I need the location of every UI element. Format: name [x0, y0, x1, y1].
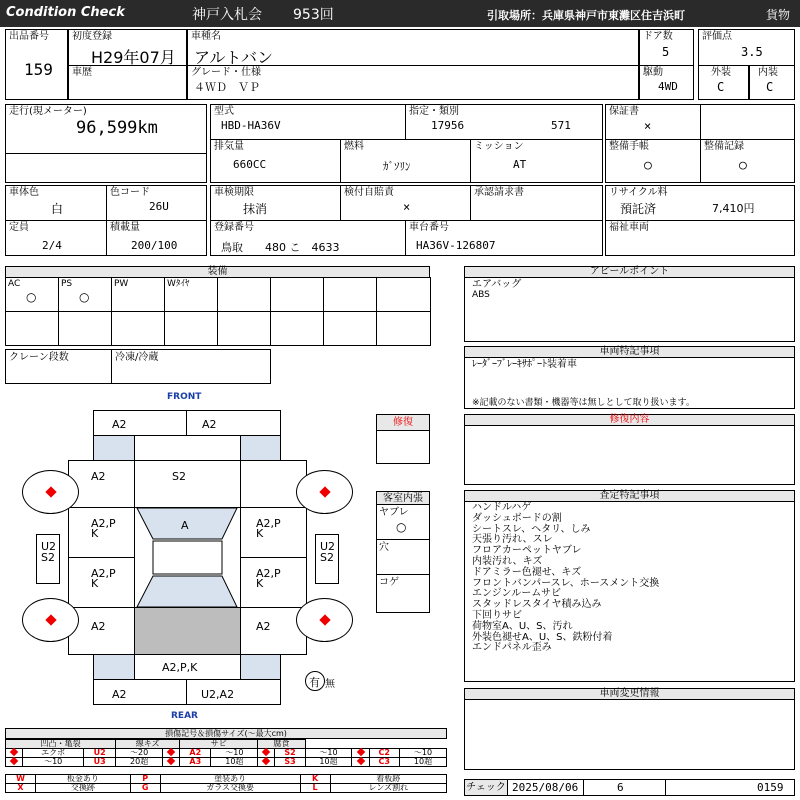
legend-diamond-icon [258, 758, 275, 767]
warranty-cell [605, 104, 701, 140]
spec-label: 指定・類別 [409, 106, 459, 117]
registration-cell [210, 220, 406, 256]
history-cell [68, 65, 187, 100]
interior-cell [749, 65, 795, 100]
interior-burn-label: コゲ [379, 577, 399, 588]
equipment-cell [58, 311, 112, 346]
interior-label: 内装 [758, 67, 778, 78]
legend-code: P [130, 775, 160, 784]
pickup-location: 引取場所：兵庫県神戸市東灘区住吉浜町 [487, 9, 685, 22]
assessment-box [464, 501, 795, 682]
first-registration-label: 初度登録 [72, 31, 112, 42]
lot-number-cell [5, 29, 68, 100]
equipment-cell [111, 311, 165, 346]
equipment-cell [5, 311, 59, 346]
interior-box [376, 491, 430, 613]
assessment-line: 下回りサビ [472, 609, 522, 621]
record-label: 整備記録 [704, 141, 744, 152]
check-code: 0159 [757, 781, 784, 794]
appeal-line: エアバッグ [472, 279, 522, 290]
equipment-label: Wﾀｲﾔ [167, 279, 190, 289]
interior-hole-label: 穴 [379, 542, 389, 553]
drive-cell [639, 65, 694, 100]
rear-panel: A2,P,K [134, 654, 241, 680]
legend-meaning: 着板跡 [330, 775, 446, 784]
equipment-cell [164, 311, 218, 346]
recycle-cell [605, 185, 795, 221]
assessment-line: エンジンルームサビ [472, 588, 562, 600]
equipment-cell [323, 277, 377, 312]
score: 3.5 [741, 45, 763, 59]
score-label: 評価点 [702, 31, 732, 42]
record-cell [700, 139, 795, 183]
chassis-number: HA36V-126807 [416, 239, 496, 252]
registration-number: 鳥取 480 こ 4633 [221, 241, 340, 254]
assessment-line: ドアミラー色褪せ、キズ [472, 566, 582, 578]
side-step-left: U2 S2 [36, 534, 60, 584]
load-label: 積載量 [110, 222, 140, 233]
repair-box [464, 425, 795, 485]
warranty-extra-cell [700, 104, 795, 140]
displacement-cell [210, 139, 341, 183]
footer-bar [464, 779, 795, 796]
equipment-cell [270, 311, 324, 346]
auction-count: 953回 [293, 7, 334, 23]
capacity: 2/4 [42, 239, 62, 252]
car-name: アルトバン [194, 48, 274, 67]
hood: S2 [134, 460, 241, 508]
legend-cell: U3 [84, 758, 116, 767]
recycle-status: 預託済 [620, 202, 657, 216]
assessment-line: シートスレ、ヘタリ、しみ [472, 523, 591, 535]
history-label: 車歴 [72, 67, 92, 78]
first-registration: H29年07月 [91, 48, 176, 67]
front-bumper-left: A2 [93, 410, 187, 436]
manual: ○ [644, 158, 652, 173]
legend-cell: 〜10 [399, 749, 446, 758]
crane-cell [5, 349, 112, 384]
legend-cell: 〜10 [211, 749, 258, 758]
insurance: × [403, 200, 411, 214]
fuel: ｶﾞｿﾘﾝ [383, 160, 411, 173]
legend-cell: 〜10 [23, 758, 84, 767]
grade: ４ＷＤ ＶＰ [194, 81, 260, 94]
fender-left: A2 [68, 460, 135, 508]
legend-code: L [300, 784, 330, 793]
grille [134, 435, 241, 461]
score-cell [698, 29, 795, 66]
interior-tear-mark: ○ [396, 520, 407, 534]
assessment-title: 査定特記事項 [464, 490, 795, 502]
tire-front-right-icon [296, 470, 353, 514]
equipment-label: PS [61, 279, 73, 289]
change-box [464, 699, 795, 770]
capacity-label: 定員 [9, 222, 29, 233]
body-color-label: 車体色 [9, 187, 39, 198]
interior-title: 客室内張 [377, 492, 429, 505]
front-bumper-right: A2 [186, 410, 281, 436]
equipment-label: PW [114, 279, 129, 289]
warranty: × [644, 119, 652, 133]
fuel-label: 燃料 [344, 141, 364, 152]
registration-label: 登録番号 [214, 222, 254, 233]
assessment-line: 天張り汚れ、スレ [472, 534, 553, 546]
chassis-label: 車台番号 [409, 222, 449, 233]
equipment-mark: ○ [26, 290, 37, 304]
car-name-label: 車種名 [191, 31, 221, 42]
car-name-cell [187, 29, 639, 66]
spec-cell [405, 104, 603, 140]
mileage-cell [5, 104, 207, 154]
drive-label: 駆動 [643, 67, 663, 78]
equipment-cell [111, 277, 165, 312]
check-date: 2025/08/06 [512, 781, 579, 794]
model: HBD-HA36V [221, 119, 281, 132]
repair-small-title: 修復 [377, 415, 429, 431]
interior-tear-label: ヤブレ [379, 507, 409, 518]
equipment-cell [376, 311, 431, 346]
door-front-left: A2,P K [68, 507, 135, 558]
legend-cell: C3 [369, 758, 399, 767]
assessment-line: エンドパネル歪み [472, 642, 552, 654]
repair-title: 修復内容 [464, 414, 795, 426]
approval-label: 承認請求書 [474, 187, 524, 198]
legend-meaning: レンズ割れ [330, 784, 446, 793]
legend-code: K [300, 775, 330, 784]
door-front-right: A2,P K [240, 507, 307, 558]
legend-meaning: 交換跡 [36, 784, 131, 793]
vehicle-category: 貨物 [766, 8, 791, 22]
assessment-line: ダッシュボードの割 [472, 512, 562, 524]
smoke-no: 無 [325, 679, 335, 690]
equipment-cell [217, 277, 271, 312]
assessment-line: スタッドレスタイヤ積み込み [472, 599, 602, 611]
check-num: 6 [617, 781, 624, 794]
windshield-mark: A [181, 519, 189, 532]
recycle-label: リサイクル料 [609, 187, 668, 198]
mileage-label: 走行(現メーター) [9, 106, 87, 117]
assessment-line: 内装汚れ、キズ [472, 555, 543, 567]
special-title: 車両特記事項 [464, 346, 795, 358]
legend-group: 線キズ [116, 740, 180, 749]
displacement: 660CC [233, 158, 267, 171]
legend-code: G [130, 784, 160, 793]
legend-meaning: ガラス交換要 [160, 784, 300, 793]
special-box [464, 357, 795, 409]
freezer-cell [111, 349, 271, 384]
spec-class: 571 [551, 119, 571, 132]
doors-label: ドア数 [643, 31, 673, 42]
repair-small-box [376, 414, 430, 464]
welfare-cell [605, 220, 795, 256]
insurance-cell [340, 185, 471, 221]
lot-number-label: 出品番号 [9, 31, 49, 42]
legend-cell: S2 [275, 749, 305, 758]
record: ○ [739, 158, 747, 173]
side-step-right: U2 S2 [315, 534, 339, 584]
lot-number: 159 [24, 60, 53, 79]
cargo-floor [134, 607, 241, 655]
freezer-label: 冷凍/冷蔵 [115, 352, 159, 363]
legend-diamond-icon [163, 758, 180, 767]
headlight-left [93, 435, 135, 461]
welfare-label: 福祉車両 [609, 222, 649, 233]
assessment-line: フロアカーペットヤブレ [472, 545, 582, 557]
color-code-label: 色コード [110, 187, 150, 198]
body-color-cell [5, 185, 107, 221]
recycle-fee: 7,410円 [712, 202, 755, 215]
rear-label: REAR [171, 711, 198, 721]
load-capacity: 200/100 [131, 239, 178, 252]
legend-cell: 10超 [305, 758, 352, 767]
legend-diamond-icon [352, 758, 369, 767]
mission-cell [470, 139, 603, 183]
special-line: ﾚｰﾀﾞｰﾌﾞﾚｰｷｻﾎﾟｰﾄ装着車 [472, 359, 577, 370]
equipment-cell [58, 277, 112, 312]
rear-bumper-left: A2 [93, 679, 187, 705]
crane-label: クレーン段数 [9, 352, 69, 363]
tire-rear-left-icon [22, 598, 79, 642]
assessment-line: フロントバンパースレ、ホースメント交換 [472, 577, 660, 589]
legend-cell: U2 [84, 749, 116, 758]
interior-grade: C [766, 80, 774, 94]
equipment-cell [217, 311, 271, 346]
legend-cell: 10超 [211, 758, 258, 767]
equipment-label: AC [8, 279, 21, 289]
exterior-cell [698, 65, 749, 100]
legend-cell: A3 [180, 758, 211, 767]
legend-diamond-icon [6, 758, 23, 767]
equipment-title: 装備 [5, 266, 430, 278]
displacement-label: 排気量 [214, 141, 244, 152]
assessment-line: 荷物室A、U、S、汚れ [472, 620, 573, 632]
equipment-mark: ○ [79, 290, 90, 304]
manual-cell [605, 139, 701, 183]
appeal-box [464, 277, 795, 342]
model-label: 型式 [214, 106, 234, 117]
mission-label: ミッション [474, 141, 524, 152]
change-title: 車両変更情報 [464, 688, 795, 700]
approval-cell [470, 185, 603, 221]
quarter-left: A2 [68, 607, 135, 655]
mission: AT [513, 158, 527, 171]
taillight-left [93, 654, 135, 680]
legend-cell: C2 [369, 749, 399, 758]
assessment-line: 外装色褪せA、U、S、鉄粉付着 [472, 631, 613, 643]
warranty-label: 保証書 [609, 106, 639, 117]
chassis-cell [405, 220, 603, 256]
equipment-cell [164, 277, 218, 312]
legend-group: サビ [180, 740, 258, 749]
headlight-right [240, 435, 281, 461]
legend-cell: 〜20 [116, 749, 163, 758]
rear-bumper-right: U2,A2 [186, 679, 281, 705]
legend-group: 凹凸・亀裂 [6, 740, 116, 749]
door-rear-left: A2,P K [68, 557, 135, 608]
legend-title: 損傷記号＆損傷サイズ(〜最大cm) [5, 728, 447, 739]
appeal-title: アピールポイント [464, 266, 795, 278]
special-note: ※記載のない書類・機器等は無しとして取り扱います。 [472, 398, 695, 408]
mileage-extra-cell [5, 153, 207, 183]
inspection-label: 車検期限 [214, 187, 254, 198]
legend-meaning: 板金あり [36, 775, 131, 784]
taillight-right [240, 654, 281, 680]
grade-label: グレード・仕様 [191, 67, 261, 78]
header-bar [0, 0, 800, 27]
legend-cell: 〜10 [305, 749, 352, 758]
equipment-cell [376, 277, 431, 312]
equipment-cell [323, 311, 377, 346]
legend-group: 腐食 [258, 740, 305, 749]
legend-cell: 10超 [399, 758, 446, 767]
load-cell [106, 220, 207, 256]
insurance-label: 検付自賠責 [344, 187, 394, 198]
doors-cell [639, 29, 694, 66]
model-cell [210, 104, 406, 140]
legend-bottom-table [5, 774, 447, 793]
grade-cell [187, 65, 639, 100]
doors: 5 [662, 45, 670, 59]
header-title: Condition Check [6, 5, 125, 20]
equipment-cell [5, 277, 59, 312]
appeal-line: ABS [472, 290, 490, 300]
tire-rear-right-icon [296, 598, 353, 642]
quarter-right: A2 [240, 607, 307, 655]
capacity-cell [5, 220, 107, 256]
spec-number: 17956 [431, 119, 465, 132]
legend-meaning: 塗装あり [160, 775, 300, 784]
color-code: 26U [149, 200, 169, 213]
equipment-cell [270, 277, 324, 312]
legend-code: W [6, 775, 36, 784]
door-rear-right: A2,P K [240, 557, 307, 608]
auction-name: 神戸入札会 [192, 7, 262, 23]
inspection-cell [210, 185, 341, 221]
color-code-cell [106, 185, 207, 221]
legend-table [5, 739, 447, 767]
legend-cell: 20超 [116, 758, 163, 767]
assessment-list [472, 503, 659, 654]
legend-code: X [6, 784, 36, 793]
drive: 4WD [658, 80, 678, 93]
check-label: チェック [465, 780, 508, 795]
tire-front-left-icon [22, 470, 79, 514]
exterior-label: 外装 [711, 67, 731, 78]
mileage: 96,599km [76, 118, 158, 138]
exterior-grade: C [717, 80, 725, 94]
inspection: 抹消 [243, 202, 268, 216]
front-label: FRONT [167, 392, 202, 402]
manual-label: 整備手帳 [609, 141, 649, 152]
smoke-yes: 有 [309, 676, 320, 689]
legend-cell: A2 [180, 749, 211, 758]
legend-cell: S3 [275, 758, 305, 767]
fuel-cell [340, 139, 471, 183]
body-color: 白 [51, 202, 64, 216]
first-registration-cell [68, 29, 187, 66]
assessment-line: ハンドルハゲ [472, 502, 532, 513]
legend-cell: エクボ [23, 749, 84, 758]
